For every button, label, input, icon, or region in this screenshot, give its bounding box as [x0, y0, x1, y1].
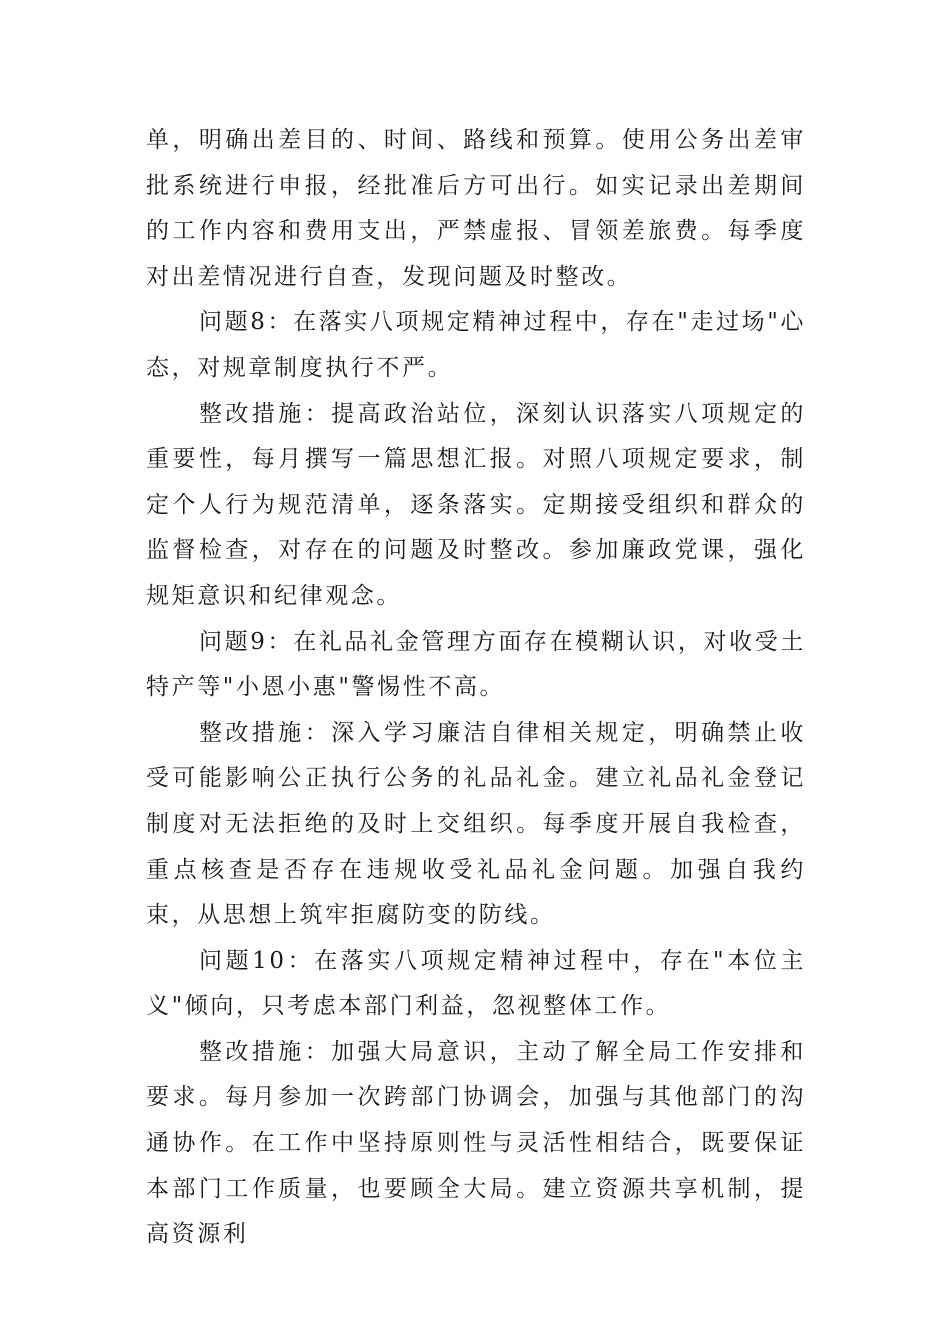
paragraph-problem-8: 问题8：在落实八项规定精神过程中，存在"走过场"心态，对规章制度执行不严。 [146, 309, 806, 381]
paragraph-measures-9: 整改措施：深入学习廉洁自律相关规定，明确禁止收受可能影响公正执行公务的礼品礼金。建立礼品礼金登记制度对无法拒绝的及时上交组织。每季度开展自我检查，重点核查是否存在违规收受礼品礼金问题。加强自我约束，从思想上筑牢拒腐防变的防线。 [146, 719, 806, 929]
paragraph-measures-10: 整改措施：加强大局意识，主动了解全局工作安排和要求。每月参加一次跨部门协调会，加强与其他部门的沟通协作。在工作中坚持原则性与灵活性相结合，既要保证本部门工作质量，也要顾全大局。建立资源共享机制，提高资源利 [146, 1038, 806, 1248]
document-body [146, 118, 806, 1258]
paragraph-measures-8: 整改措施：提高政治站位，深刻认识落实八项规定的重要性，每月撰写一篇思想汇报。对照八项规定要求，制定个人行为规范清单，逐条落实。定期接受组织和群众的监督检查，对存在的问题及时整改。参加廉政党课，强化规矩意识和纪律观念。 [146, 400, 806, 609]
paragraph-problem-9: 问题9：在礼品礼金管理方面存在模糊认识，对收受土特产等"小恩小惠"警惕性不高。 [146, 628, 806, 701]
paragraph-problem-10: 问题10：在落实八项规定精神过程中，存在"本位主义"倾向，只考虑本部门利益，忽视整体工作。 [146, 947, 806, 1020]
paragraph-continuation: 单，明确出差目的、时间、路线和预算。使用公务出差审批系统进行申报，经批准后方可出行。如实记录出差期间的工作内容和费用支出，严禁虚报、冒领差旅费。每季度对出差情况进行自查，发现问题及时整改。 [146, 127, 806, 290]
